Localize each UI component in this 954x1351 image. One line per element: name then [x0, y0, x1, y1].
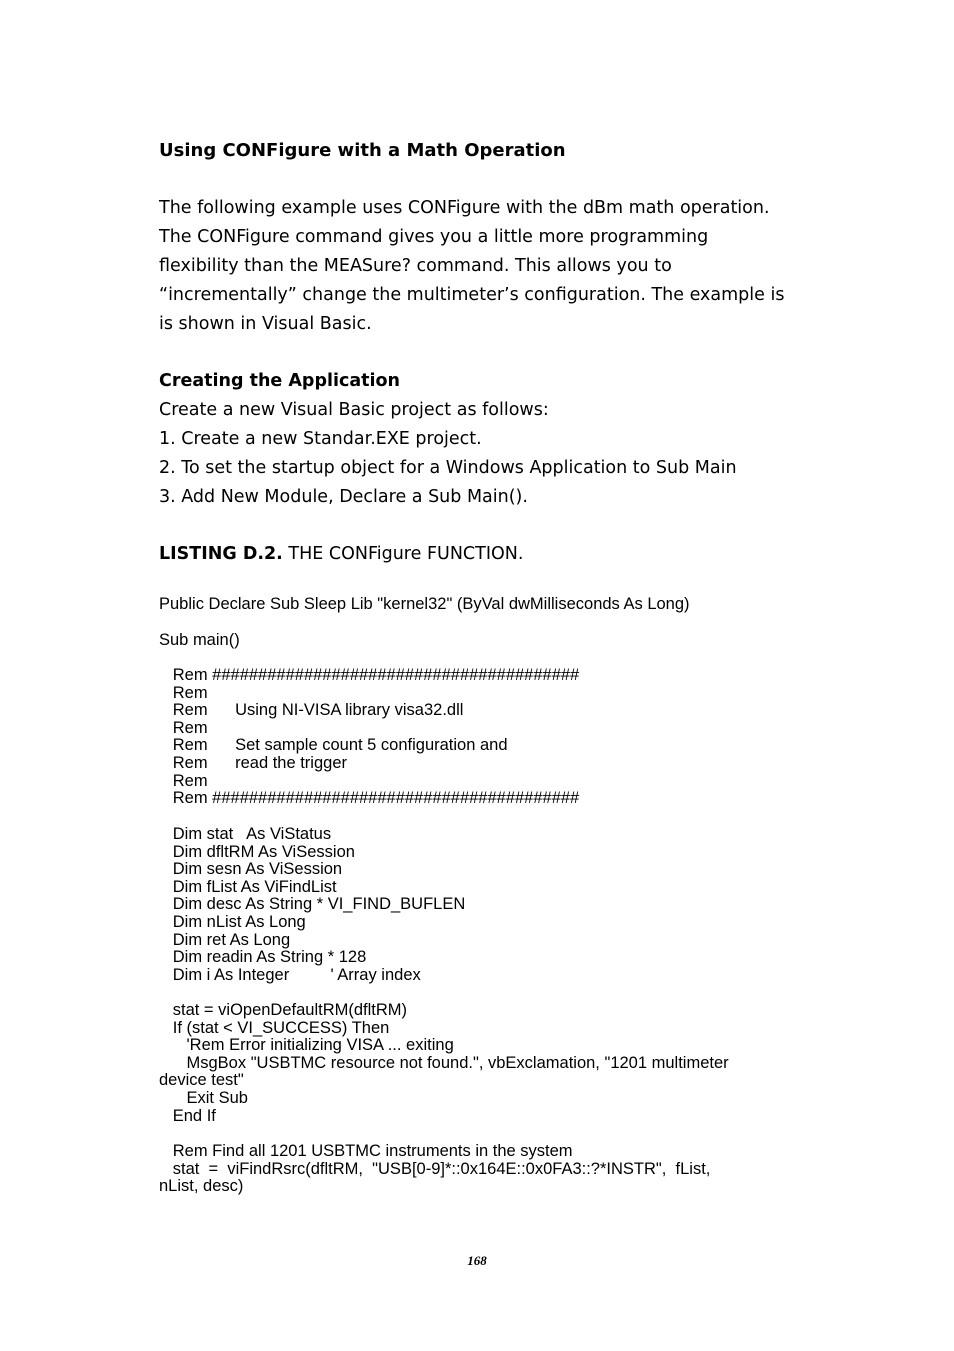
code-declare-line: Public Declare Sub Sleep Lib "kernel32" (ByVal dwMilliseconds As Long) — [159, 595, 690, 613]
code-find-block: Rem Find all 1201 USBTMC instruments in the system stat = viFindRsrc(dfltRM, "USB[0-9]*::0x164E::0x0FA3::?*INSTR", fList, nList, desc) — [159, 1142, 711, 1196]
listing-caption-text: THE CONFigure FUNCTION. — [282, 544, 524, 564]
code-open-block: stat = viOpenDefaultRM(dfltRM) If (stat < VI_SUCCESS) Then 'Rem Error initializing VISA ... exiting MsgBox "USBTMC resource not found.", vbExclamation, "1201 multimeter device test" Exit Sub End If — [159, 1001, 729, 1125]
page-number: 168 — [467, 1253, 487, 1268]
step-line: 3. Add New Module, Declare a Sub Main(). — [159, 487, 528, 507]
code-dim-block: Dim stat As ViStatus Dim dfltRM As ViSession Dim sesn As ViSession Dim fList As ViFindList Dim desc As String * VI_FIND_BUFLEN Dim nList As Long Dim ret As Long Dim readin As String * 128 Dim i As Integer ' Array index — [172, 825, 466, 984]
listing-label: LISTING D.2. — [159, 544, 283, 564]
code-sub-main-line: Sub main() — [159, 631, 240, 649]
subsection-title: Creating the Application — [159, 371, 401, 391]
intro-line: “incrementally” change the multimeter’s configuration. The example is — [159, 285, 785, 305]
code-rem-block: Rem ######################################## Rem Rem Using NI-VISA library visa32.dll Rem Rem Set sample count 5 configuration and Rem read the trigger Rem Rem ######################################## — [172, 666, 580, 808]
listing-caption — [159, 544, 523, 564]
intro-line: The following example uses CONFigure with the dBm math operation. — [159, 198, 770, 218]
section-title: Using CONFigure with a Math Operation — [159, 140, 566, 161]
step-line: Create a new Visual Basic project as follows: — [159, 400, 549, 420]
intro-line: The CONFigure command gives you a little more programming — [159, 227, 709, 247]
step-line: 2. To set the startup object for a Windows Application to Sub Main — [159, 458, 737, 478]
intro-line: flexibility than the MEASure? command. This allows you to — [159, 256, 672, 276]
intro-line: is shown in Visual Basic. — [159, 314, 372, 334]
step-line: 1. Create a new Standar.EXE project. — [159, 429, 482, 449]
